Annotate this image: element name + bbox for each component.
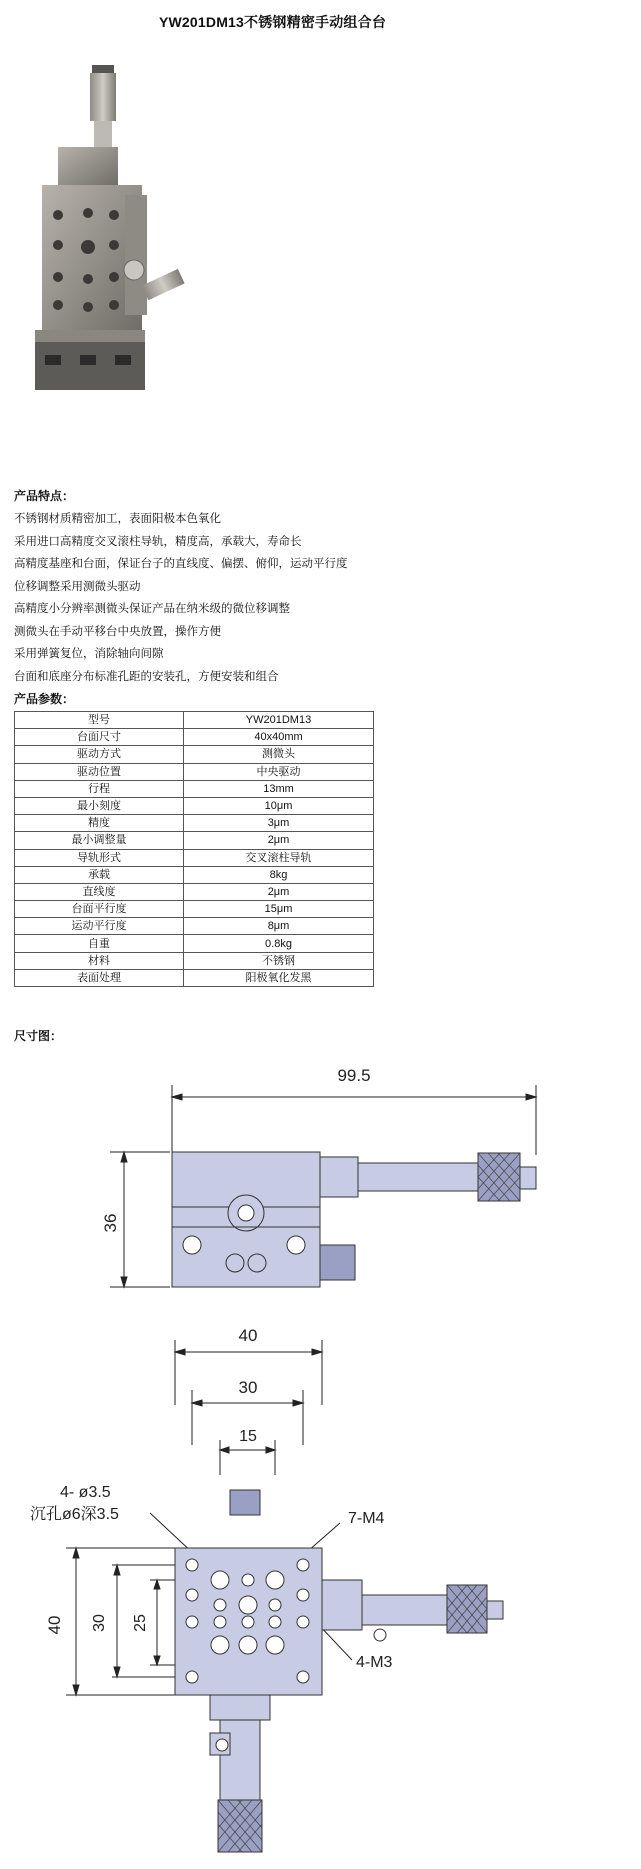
param-key: 最小调整量 — [15, 832, 184, 849]
dim-top-15: 15 — [239, 1428, 257, 1445]
side-part — [172, 1152, 536, 1287]
params-table — [14, 711, 374, 987]
param-value: 中央驱动 — [184, 763, 374, 780]
thread-note-1: 7-M4 — [348, 1510, 385, 1527]
param-key: 台面平行度 — [15, 901, 184, 918]
table-row — [15, 866, 374, 883]
dim-side-height: 36 — [101, 1213, 120, 1233]
micrometer-barrel — [90, 73, 116, 121]
table-row — [15, 969, 374, 986]
dim-top-width: 40 — [238, 1326, 258, 1345]
table-row — [15, 883, 374, 900]
table-row — [15, 901, 374, 918]
table-row — [15, 712, 374, 729]
param-key: 导轨形式 — [15, 849, 184, 866]
feature-item: 位移调整采用测微头驱动 — [14, 580, 141, 593]
hole-note-1: 4- ø3.5 — [60, 1484, 111, 1501]
features-list — [14, 508, 348, 688]
param-value: YW201DM13 — [184, 712, 374, 729]
param-value: 交叉滚柱导轨 — [184, 849, 374, 866]
param-value: 测微头 — [184, 746, 374, 763]
param-value: 10μm — [184, 797, 374, 814]
param-key: 直线度 — [15, 883, 184, 900]
param-key: 承载 — [15, 866, 184, 883]
hole-note-2: 沉孔ø6深3.5 — [30, 1506, 119, 1523]
param-key: 行程 — [15, 780, 184, 797]
param-value: 0.8kg — [184, 935, 374, 952]
top-block — [58, 147, 118, 187]
dim-top-height: 40 — [45, 1615, 64, 1635]
dimensions-heading: 尺寸图： — [14, 1029, 63, 1043]
table-row — [15, 797, 374, 814]
features-heading: 产品特点： — [14, 489, 75, 503]
param-value: 40x40mm — [184, 729, 374, 746]
dimension-drawing — [0, 1045, 641, 1865]
table-row — [15, 832, 374, 849]
param-value: 2μm — [184, 832, 374, 849]
param-key: 最小刻度 — [15, 797, 184, 814]
param-key: 驱动位置 — [15, 763, 184, 780]
top-part — [175, 1490, 503, 1852]
micrometer-cap — [92, 65, 114, 73]
param-value: 15μm — [184, 901, 374, 918]
param-key: 材料 — [15, 952, 184, 969]
dim-top-30: 30 — [238, 1378, 258, 1397]
table-row — [15, 763, 374, 780]
table-row — [15, 849, 374, 866]
feature-item: 台面和底座分布标准孔距的安装孔，方便安装和组合 — [14, 670, 279, 683]
dim-vert-25: 25 — [132, 1614, 149, 1632]
param-key: 精度 — [15, 815, 184, 832]
param-key: 型号 — [15, 712, 184, 729]
feature-item: 高精度基座和台面，保证台子的直线度、偏摆、俯仰，运动平行度 — [14, 558, 348, 570]
product-photo — [30, 55, 190, 410]
page-title: YW201DM13不锈钢精密手动组合台 — [158, 14, 387, 30]
table-row — [15, 935, 374, 952]
param-value: 不锈钢 — [184, 952, 374, 969]
param-value: 2μm — [184, 883, 374, 900]
param-value: 阳极氧化发黑 — [184, 969, 374, 986]
param-key: 台面尺寸 — [15, 729, 184, 746]
param-key: 驱动方式 — [15, 746, 184, 763]
table-row — [15, 815, 374, 832]
feature-item: 不锈钢材质精密加工，表面阳极本色氧化 — [14, 513, 221, 525]
feature-item: 采用弹簧复位，消除轴向间隙 — [14, 648, 164, 660]
table-row — [15, 746, 374, 763]
table-row — [15, 729, 374, 746]
param-value: 13mm — [184, 780, 374, 797]
feature-item: 采用进口高精度交叉滚柱导轨，精度高，承载大，寿命长 — [14, 535, 302, 548]
dim-side-width: 99.5 — [337, 1066, 371, 1085]
param-key: 自重 — [15, 935, 184, 952]
param-value: 8μm — [184, 918, 374, 935]
feature-item: 测微头在手动平移台中央放置，操作方便 — [14, 625, 221, 638]
table-row — [15, 780, 374, 797]
table-row — [15, 952, 374, 969]
params-heading: 产品参数： — [14, 692, 75, 706]
table-row — [15, 918, 374, 935]
param-key: 运动平行度 — [15, 918, 184, 935]
dim-vert-30: 30 — [91, 1614, 108, 1632]
param-key: 表面处理 — [15, 969, 184, 986]
feature-item: 高精度小分辨率测微头保证产品在纳米级的微位移调整 — [14, 603, 290, 615]
param-value: 8kg — [184, 866, 374, 883]
thread-note-2: 4-M3 — [356, 1654, 393, 1671]
param-value: 3μm — [184, 815, 374, 832]
